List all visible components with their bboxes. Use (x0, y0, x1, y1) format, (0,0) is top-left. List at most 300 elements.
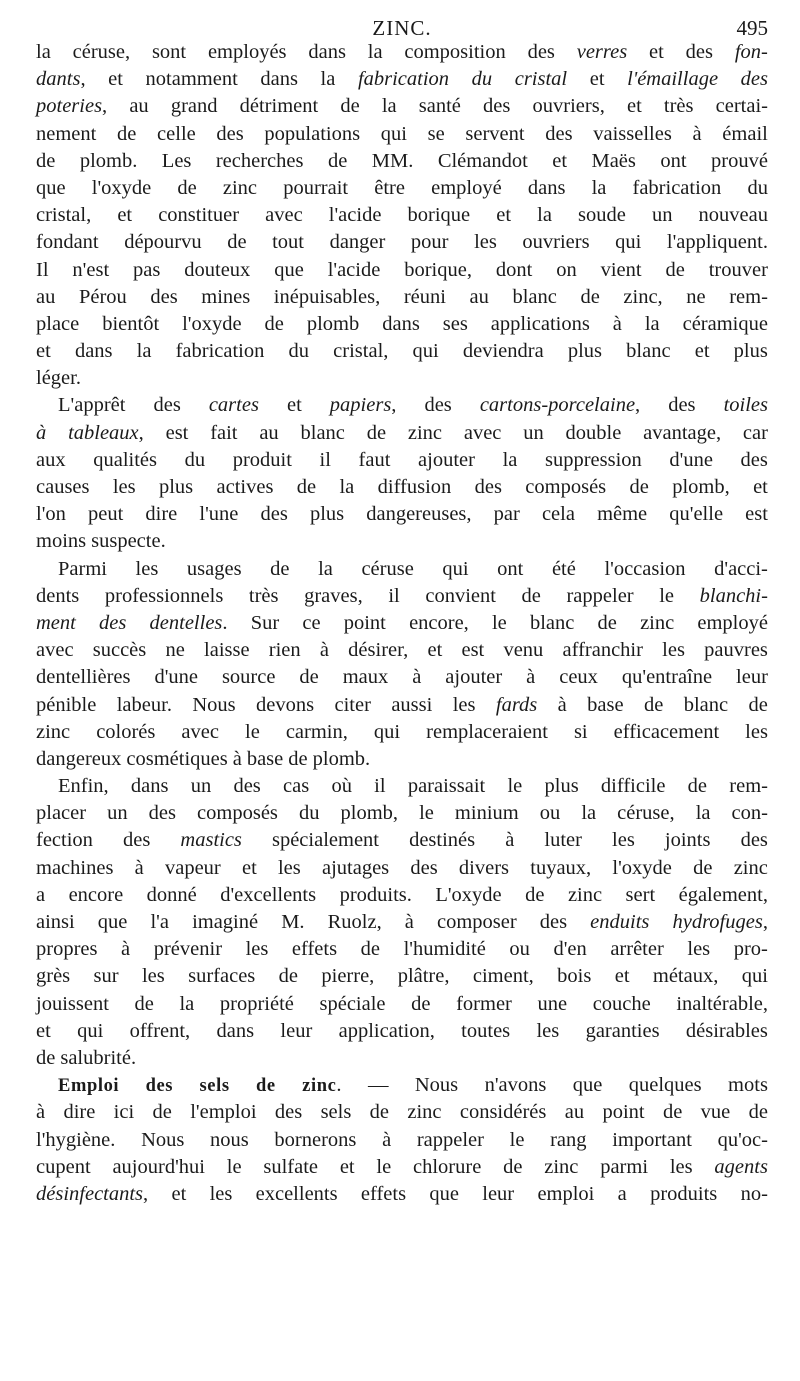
word: les (112, 476, 136, 498)
word: dangereux (36, 747, 122, 770)
text-line (36, 392, 768, 419)
word: usages (186, 557, 242, 580)
word: détriment (239, 95, 319, 118)
word: la (179, 992, 195, 1015)
word: la (695, 802, 711, 825)
word: maux (342, 666, 389, 689)
word: de (299, 666, 319, 689)
word: Nous (192, 693, 236, 716)
word: professionnels (104, 584, 224, 607)
word: faut (358, 448, 391, 471)
word: Nous (141, 1128, 185, 1151)
word: zinc (733, 856, 768, 879)
page-header (36, 14, 768, 40)
word: de (296, 476, 317, 498)
word: des (274, 1101, 303, 1124)
word: cartes (208, 394, 259, 417)
word: de (36, 1046, 56, 1069)
text-line (36, 583, 768, 610)
word: à (36, 421, 47, 444)
word: de (643, 693, 664, 716)
word: de (369, 1101, 390, 1124)
word: de (152, 1101, 172, 1124)
word: joints (664, 829, 711, 852)
word: le (419, 802, 434, 825)
word: à (692, 122, 702, 145)
text-line (36, 338, 768, 365)
word: former (456, 992, 512, 1015)
word: fait (210, 421, 238, 444)
word: Parmi (58, 557, 107, 580)
word: et (427, 639, 443, 662)
word: ou (539, 802, 561, 825)
word: couche (592, 992, 651, 1015)
text-line (36, 909, 768, 936)
word: blanc (626, 340, 671, 363)
word: de (580, 285, 600, 308)
word: dangereuses, (366, 503, 472, 526)
word: le (509, 1128, 525, 1151)
word: sels (199, 1076, 230, 1097)
word: ne (165, 639, 185, 662)
text-line (36, 121, 768, 148)
word: borique (407, 204, 471, 227)
word: les (277, 856, 301, 879)
word: dire (145, 503, 178, 526)
word: dents (36, 584, 80, 607)
word: cupent (36, 1155, 91, 1178)
word: l'acide (327, 258, 381, 281)
word: arrêter (610, 938, 664, 961)
word: très (663, 95, 694, 118)
word: double (565, 421, 622, 444)
word: dans (527, 176, 566, 199)
word: pourrait (283, 176, 349, 199)
text-line (36, 991, 768, 1018)
word: effets (360, 1182, 407, 1205)
word: ciment, (472, 965, 534, 988)
word: ment (36, 611, 76, 634)
word: remplaceraient (426, 720, 548, 743)
word: de (597, 611, 617, 634)
word: santé (418, 95, 461, 118)
word: du (184, 448, 206, 471)
word: est (165, 421, 189, 444)
word: actives (216, 476, 274, 498)
word: toiles (723, 394, 768, 417)
word: ou (509, 938, 530, 961)
word: l'oxyde (182, 312, 242, 335)
word: M. (281, 911, 305, 933)
word: considérés (459, 1101, 547, 1124)
word: les (245, 938, 269, 961)
word: employés (207, 41, 287, 63)
word: Les (161, 149, 192, 172)
word: désirer, (348, 639, 409, 662)
running-title: ZINC. (372, 16, 432, 40)
word: de (264, 312, 284, 335)
word: mots (728, 1074, 768, 1097)
word: tout (272, 231, 305, 254)
text-line (36, 365, 768, 392)
word: de (227, 231, 247, 254)
word: et (171, 1182, 187, 1205)
word: l'une (199, 503, 239, 526)
word: avec (181, 720, 219, 743)
word: produits. (339, 883, 412, 906)
word: celle (157, 122, 196, 145)
word: sulfate (263, 1155, 319, 1178)
word: recherches (215, 149, 304, 172)
word: céramique (682, 312, 768, 335)
word: des (740, 829, 768, 852)
word: zinc (222, 176, 258, 199)
text-line (36, 637, 768, 664)
word: bornerons (274, 1128, 357, 1151)
word: de (117, 122, 137, 145)
word: l'humidité (403, 938, 486, 961)
word: encore, (409, 611, 469, 634)
word: douteux (184, 258, 251, 281)
word: les (612, 829, 635, 852)
word: ouvriers, (532, 95, 605, 118)
word: plomb, (672, 476, 730, 498)
word: vue (700, 1101, 731, 1124)
word: plomb, (340, 802, 399, 825)
text-line (36, 202, 768, 229)
word: jouissent (36, 992, 109, 1015)
word: du (288, 340, 310, 363)
word: ont (660, 149, 687, 172)
word: dants, (36, 68, 86, 91)
word: affranchir (562, 639, 643, 662)
word: un (107, 802, 128, 825)
word: ne (686, 285, 706, 308)
word: machines (36, 856, 114, 879)
word: au (129, 95, 149, 118)
word: les (662, 639, 685, 662)
word: sels (320, 1101, 352, 1124)
word: poteries, (36, 95, 108, 118)
word: sert (625, 883, 656, 906)
word: à (612, 312, 622, 335)
word: suspecte. (91, 530, 166, 553)
word: destinés (409, 829, 476, 852)
word: de (521, 584, 541, 607)
word: point (602, 1101, 645, 1124)
word: qui (77, 1019, 104, 1042)
word: un (523, 421, 544, 444)
word: le (226, 1155, 242, 1178)
word: les (745, 720, 768, 743)
word: Ruolz, (327, 911, 382, 933)
word: employé (431, 176, 502, 199)
word: la (36, 41, 51, 63)
word: la (339, 476, 355, 498)
word: zinc. (302, 1074, 342, 1097)
word: le (376, 1155, 392, 1178)
word: à (557, 693, 567, 716)
word: de (360, 938, 380, 961)
word: de (177, 176, 197, 199)
word: réuni (403, 285, 446, 308)
word: pierre, (321, 965, 375, 988)
text-line (36, 746, 768, 773)
word: de (270, 557, 290, 580)
word: l'oxyde (612, 856, 672, 879)
word: deviendra (462, 340, 544, 363)
word: Enfin, (58, 775, 109, 798)
word: des (99, 611, 127, 634)
word: dans (308, 41, 346, 63)
word: mastics (180, 829, 242, 852)
text-line (36, 93, 768, 120)
word: soude (578, 204, 626, 227)
word: des (150, 285, 178, 308)
word: paraissait (407, 775, 486, 798)
word: minium (454, 802, 519, 825)
word: certai- (715, 95, 768, 118)
word: spéciale (319, 992, 386, 1015)
word: on (556, 258, 577, 281)
word: qui (373, 720, 401, 743)
word: de (525, 883, 545, 906)
word: dans (130, 775, 169, 798)
word: fondant (36, 231, 99, 254)
word: papiers, (329, 394, 397, 417)
text-line (36, 311, 768, 338)
word: imaginé (192, 911, 259, 933)
word: dont (495, 258, 533, 281)
word: nement (36, 122, 97, 145)
word: cristal, (36, 204, 92, 227)
word: avec (463, 421, 502, 444)
word: Emploi (58, 1076, 120, 1097)
word: qui (442, 557, 469, 580)
word: aux (36, 448, 66, 471)
word: des (123, 829, 151, 852)
word: cristal, (333, 340, 389, 363)
word: d'acci- (714, 557, 768, 580)
word: propriété (219, 992, 294, 1015)
word: verres (576, 41, 628, 63)
word: citer (334, 693, 371, 716)
word: les (452, 693, 476, 716)
word: été (551, 557, 576, 580)
word: carmin, (285, 720, 348, 743)
word: au (259, 421, 279, 444)
word: et (649, 41, 664, 63)
word: no- (740, 1182, 768, 1205)
word: les (474, 231, 497, 254)
word: à (121, 938, 131, 961)
word: tableaux, (68, 421, 144, 444)
word: au (36, 285, 56, 308)
word: la (644, 312, 660, 335)
word: Il (36, 258, 49, 281)
word: Clémandot (437, 149, 528, 172)
word: sont (151, 41, 187, 63)
word: populations (264, 122, 361, 145)
word: a (36, 883, 46, 906)
word: salubrité. (60, 1046, 137, 1069)
word: MM. (371, 149, 414, 172)
word: où (331, 775, 352, 798)
text-line (36, 963, 768, 990)
word: cristal (514, 68, 568, 91)
word: très (248, 584, 279, 607)
word: du (298, 802, 320, 825)
word: des (527, 41, 555, 63)
text-line (36, 229, 768, 256)
word: L'apprêt (58, 394, 126, 417)
word: des (410, 856, 438, 879)
word: la (581, 802, 597, 825)
word: l'emploi (190, 1101, 257, 1124)
word: des (216, 122, 244, 145)
text-line (36, 175, 768, 202)
word: fards (495, 693, 538, 716)
word: à (404, 911, 414, 933)
word: le (507, 775, 523, 798)
word: de (748, 1101, 768, 1124)
word: et (36, 340, 51, 363)
word: léger. (36, 367, 81, 390)
word: Sur (250, 611, 280, 634)
word: plus (309, 503, 345, 526)
word: con- (731, 802, 768, 825)
word: zinc, (623, 285, 663, 308)
word: l'hygiène. (36, 1128, 116, 1151)
word: un (651, 204, 673, 227)
word: produits (650, 1182, 718, 1205)
word: l'occasion (604, 557, 686, 580)
word: parmi (600, 1155, 649, 1178)
text-line (36, 719, 768, 746)
word: que (572, 1074, 603, 1097)
word: venu (503, 639, 544, 662)
word: qu'oc- (717, 1128, 768, 1151)
word: leur (482, 1182, 515, 1205)
word: dans (74, 340, 113, 363)
word: leur (280, 1019, 313, 1042)
word: des (148, 802, 176, 825)
word: avantage, (643, 421, 722, 444)
word: sur (93, 965, 119, 988)
word: garanties (585, 1019, 660, 1042)
word: qu'entraîne (621, 666, 713, 689)
word: plus (544, 775, 579, 798)
word: offrent, (129, 1019, 191, 1042)
word: blanc (683, 693, 729, 716)
word: l'appliquent. (666, 231, 768, 254)
word: de (629, 476, 649, 498)
word: les (687, 938, 711, 961)
word: agents (714, 1155, 768, 1178)
word: servent (465, 122, 525, 145)
word: et (339, 1155, 355, 1178)
word: ont (497, 557, 524, 580)
word: diffusion (377, 476, 452, 498)
word: source (221, 666, 276, 689)
word: application, (338, 1019, 435, 1042)
word: des (153, 394, 181, 417)
word: cosmétiques (126, 747, 228, 770)
word: dentellières (36, 666, 131, 689)
word: qualités (93, 448, 157, 471)
word: à (232, 747, 242, 770)
word: fon- (734, 41, 768, 63)
word: composition (404, 41, 506, 63)
word: ce (302, 611, 321, 634)
text-line (36, 827, 768, 854)
text-line (36, 773, 768, 800)
word: pas (133, 258, 161, 281)
word: spécialement (271, 829, 379, 852)
word: les (209, 1182, 233, 1205)
word: fabrication (357, 68, 450, 91)
word: base (246, 747, 284, 770)
word: difficile (600, 775, 666, 798)
word: dentelles. (149, 611, 228, 634)
word: leur (736, 666, 768, 689)
word: que (36, 176, 66, 199)
word: nous (210, 1128, 249, 1151)
word: et (36, 1019, 51, 1042)
word: danger (329, 231, 386, 254)
text-line (36, 664, 768, 691)
word: vient (600, 258, 642, 281)
body-text (36, 39, 768, 1208)
word: il (319, 448, 331, 471)
word: pauvres (704, 639, 768, 662)
word: si (573, 720, 588, 743)
word: inépuisables, (273, 285, 381, 308)
word: causes (36, 476, 90, 498)
word: plus (567, 340, 603, 363)
word: des (145, 1076, 174, 1097)
text-line (36, 528, 768, 555)
word: de (278, 965, 299, 988)
word: d'excellents (220, 883, 317, 906)
word: et (286, 394, 302, 417)
text-line (36, 1181, 768, 1208)
word: à (36, 1101, 46, 1124)
word: dans (216, 1019, 255, 1042)
word: ses (442, 312, 468, 335)
word: rem- (729, 285, 768, 308)
word: donné (146, 883, 197, 906)
word: que (97, 911, 128, 933)
word: pénible (36, 693, 97, 716)
word: à (526, 666, 536, 689)
word: placer (36, 802, 87, 825)
word: l'on (36, 503, 66, 526)
word: l'acide (328, 204, 382, 227)
text-line (36, 420, 768, 447)
word: ceux (559, 666, 598, 689)
word: de (327, 149, 348, 172)
word: de (366, 421, 387, 444)
word: que (429, 1182, 459, 1205)
word: il (374, 775, 386, 798)
word: borique, (404, 258, 472, 281)
word: à (134, 856, 144, 879)
word: des (424, 394, 452, 417)
word: avec (36, 639, 74, 662)
word: des (685, 41, 713, 63)
word: métaux, (652, 965, 719, 988)
